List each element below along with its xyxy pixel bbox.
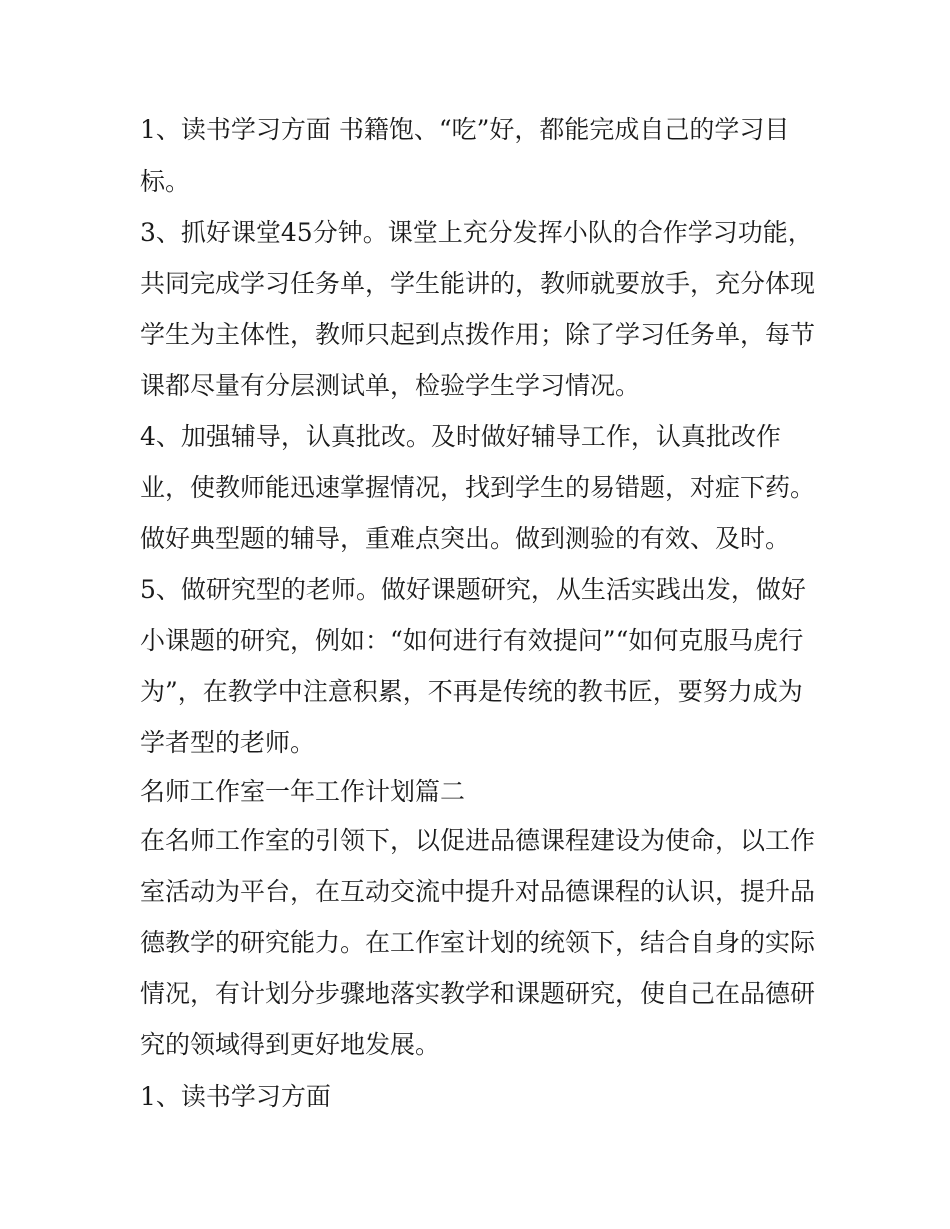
- text-line-16: 室活动为平台，在互动交流中提升对品德课程的认识，提升品: [140, 877, 816, 906]
- text-line-18: 情况，有计划分步骤地落实教学和课题研究，使自己在品德研: [140, 979, 816, 1008]
- text-line-20: 1、读书学习方面: [140, 1082, 331, 1111]
- text-line-11: 小课题的研究，例如：“如何进行有效提问”“如何克服马虎行: [140, 626, 804, 655]
- text-line-9: 做好典型题的辅导，重难点突出。做到测验的有效、及时。: [140, 524, 791, 553]
- text-line-2: 标。: [140, 167, 191, 196]
- section-heading: 名师工作室一年工作计划篇二: [140, 777, 466, 806]
- text-line-5: 学生为主体性，教师只起到点拨作用；除了学习任务单，每节: [140, 320, 816, 349]
- text-line-12: 为”，在教学中注意积累，不再是传统的教书匠，要努力成为: [140, 677, 803, 706]
- text-line-15: 在名师工作室的引领下，以促进品德课程建设为使命，以工作: [140, 826, 816, 855]
- text-line-4: 共同完成学习任务单，学生能讲的，教师就要放手，充分体现: [140, 269, 816, 298]
- text-line-6: 课都尽量有分层测试单，检验学生学习情况。: [140, 371, 641, 400]
- text-line-3: 3、抓好课堂45分钟。课堂上充分发挥小队的合作学习功能，: [140, 218, 813, 247]
- text-line-17: 德教学的研究能力。在工作室计划的统领下，结合自身的实际: [140, 928, 816, 957]
- text-line-13: 学者型的老师。: [140, 728, 316, 757]
- text-line-1: 1、读书学习方面 书籍饱、“吃”好，都能完成自己的学习目: [140, 115, 790, 144]
- text-line-7: 4、加强辅导，认真批改。及时做好辅导工作，认真批改作: [140, 422, 781, 451]
- text-line-8: 业，使教师能迅速掌握情况，找到学生的易错题，对症下药。: [140, 473, 816, 502]
- text-line-19: 究的领域得到更好地发展。: [140, 1030, 441, 1059]
- text-line-10: 5、做研究型的老师。做好课题研究，从生活实践出发，做好: [140, 575, 806, 604]
